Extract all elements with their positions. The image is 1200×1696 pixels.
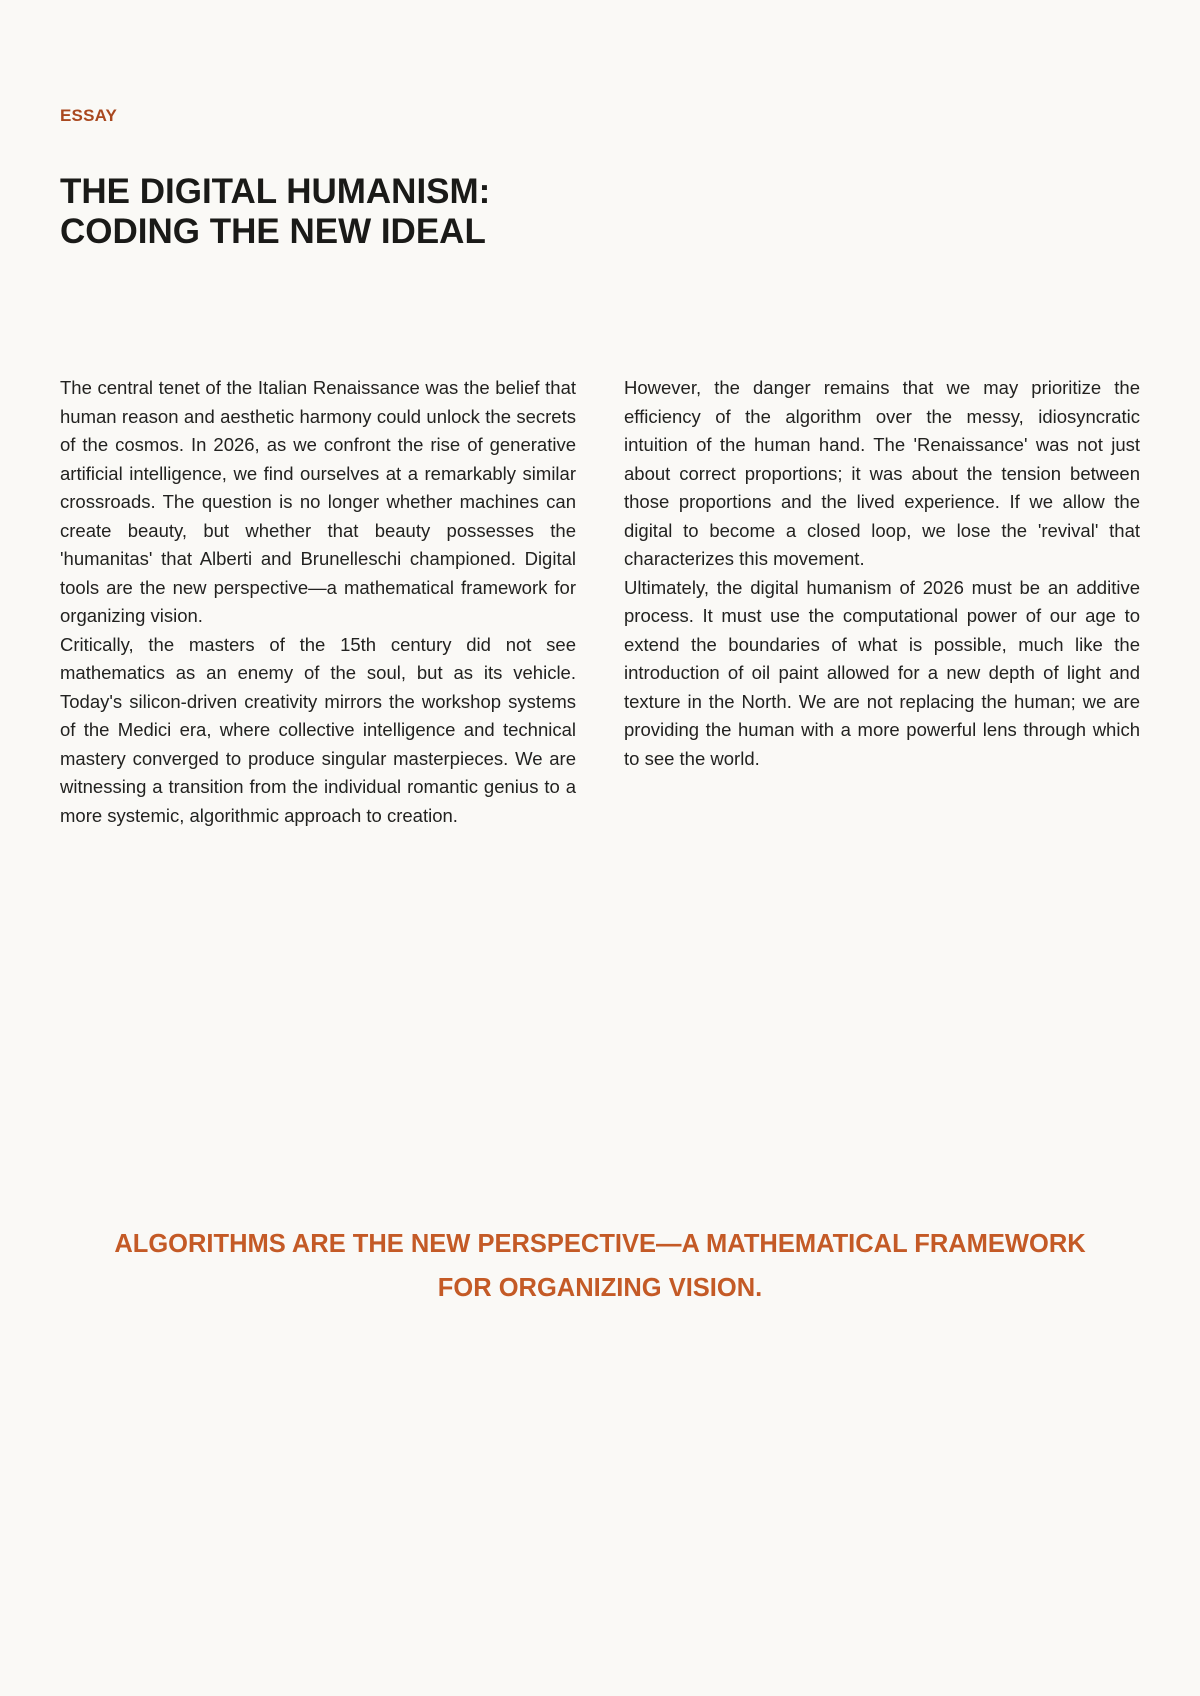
title-line-1: THE DIGITAL HUMANISM: (60, 172, 491, 211)
section-kicker: ESSAY (60, 106, 118, 125)
right-column (624, 374, 1140, 830)
pull-quote (70, 1222, 1130, 1310)
page-title (60, 172, 760, 252)
title-line-2: CODING THE NEW IDEAL (60, 212, 486, 251)
left-column (60, 374, 576, 830)
pull-quote-line-1: ALGORITHMS ARE THE NEW PERSPECTIVE—A MATHEMATICAL FRAMEWORK (114, 1230, 1086, 1258)
paragraph: However, the danger remains that we may prioritize the efficiency of the algorithm over the messy, idiosyncratic intuition of the human hand. The 'Renaissance' was not just about correct proportions; it was about the tension between those proportions and the lived experience. If we allow the digital to become a closed loop, we lose the 'revival' that characterizes this movement. (624, 377, 1140, 569)
body-columns (60, 374, 1140, 830)
paragraph: The central tenet of the Italian Renaissance was the belief that human reason and aesthetic harmony could unlock the secrets of the cosmos. In 2026, as we confront the rise of generative artificial intelligence, we find ourselves at a remarkably similar crossroads. The question is no longer whether machines can create beauty, but whether that beauty possesses the 'humanitas' that Alberti and Brunelleschi championed. Digital tools are the new perspective—a mathematical framework for organizing vision. (60, 377, 576, 626)
pull-quote-line-2: FOR ORGANIZING VISION. (437, 1274, 763, 1302)
paragraph: Critically, the masters of the 15th century did not see mathematics as an enemy of the soul, but as its vehicle. Today's silicon-driven creativity mirrors the workshop systems of the Medici era, where collective intelligence and technical mastery converged to produce singular masterpieces. We are witnessing a transition from the individual romantic genius to a more systemic, algorithmic approach to creation. (60, 633, 576, 826)
paragraph: Ultimately, the digital humanism of 2026 must be an additive process. It must use the computational power of our age to extend the boundaries of what is possible, much like the introduction of oil paint allowed for a new depth of light and texture in the North. We are not replacing the human; we are providing the human with a more powerful lens through which to see the world. (624, 576, 1140, 769)
